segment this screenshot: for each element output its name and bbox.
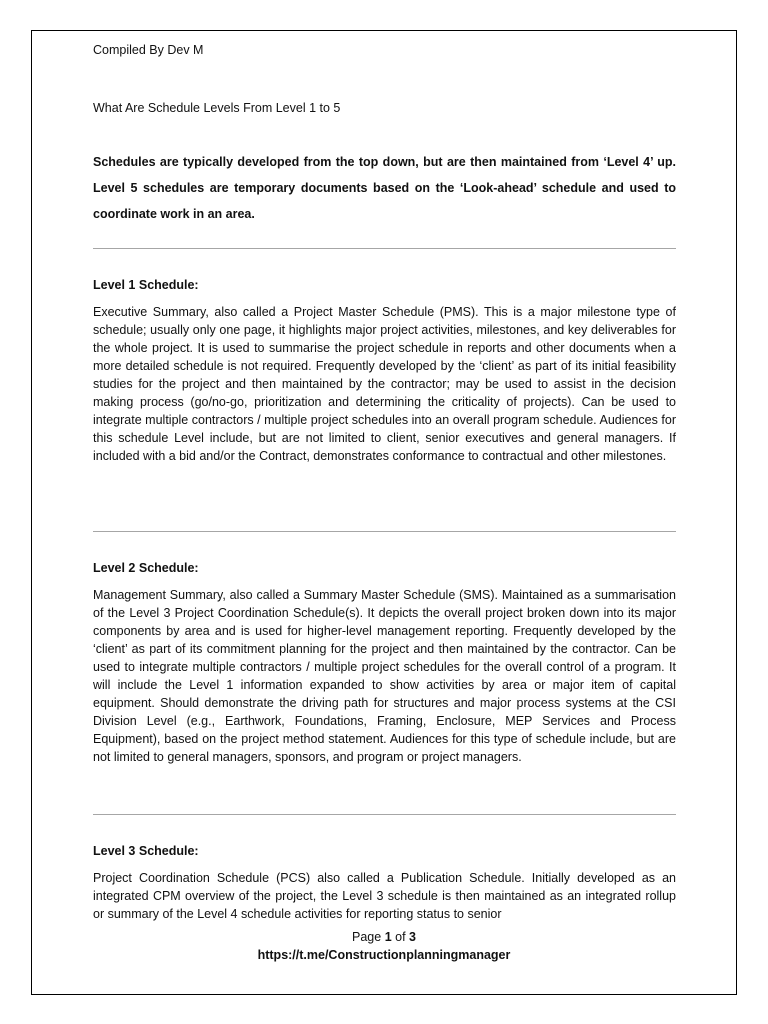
page-label: Page [352, 930, 382, 944]
level-1-heading: Level 1 Schedule: [93, 278, 199, 292]
level-2-heading: Level 2 Schedule: [93, 561, 199, 575]
section-divider [93, 814, 676, 815]
level-2-body: Management Summary, also called a Summary Master Schedule (SMS). Maintained as a summarisation of the Level 3 Project Coordination Schedule(s). It depicts the overall project broken down into its major components by area and is used for higher-level management reporting. Frequently developed by the ‘client’ as part of its commitment planning for the project and then maintained by the contractor. Can be used to integrate multiple contractors / multiple project schedules for the overall control of a program. It will include the Level 1 information expanded to show activities by area or major item of capital equipment. Should demonstrate the driving path for structures and major process systems at the CSI Division Level (e.g., Earthwork, Foundations, Framing, Enclosure, MEP Services and Process Equipment), based on the project method statement. Audiences for this type of schedule include, but are not limited to general managers, sponsors, and program or project managers. [93, 588, 676, 764]
page-number [0, 930, 768, 944]
compiled-by-header: Compiled By Dev M [93, 43, 204, 57]
section-divider [93, 531, 676, 532]
level-3-heading: Level 3 Schedule: [93, 844, 199, 858]
document-title: What Are Schedule Levels From Level 1 to 5 [93, 101, 341, 115]
intro-paragraph: Schedules are typically developed from the top down, but are then maintained from ‘Level 4’ up. Level 5 schedules are temporary documents based on the ‘Look-ahead’ schedule and used to coordinate work in an area. [93, 155, 676, 221]
page-current: 1 [384, 930, 392, 944]
level-1-body: Executive Summary, also called a Project Master Schedule (PMS). This is a major milestone type of schedule; usually only one page, it highlights major project activities, milestones, and key deliverables for the whole project. It is used to summarise the project schedule in reports and other documents when a more detailed schedule is not required. Frequently developed by the ‘client’ as part of its initial feasibility studies for the project and then maintained by the contractor; may be used to assist in the decision making process (go/no-go, prioritization and determining the criticality of projects). Can be used to integrate multiple contractors / multiple project schedules into an overall program schedule. Audiences for this schedule Level include, but are not limited to client, senior executives and general managers. If included with a bid and/or the Contract, demonstrates conformance to contractual and other milestones. [93, 305, 676, 463]
telegram-link[interactable]: https://t.me/Constructionplanningmanager [257, 948, 511, 962]
page-total: 3 [409, 930, 416, 944]
section-divider [93, 248, 676, 249]
page-of: of [395, 930, 406, 944]
level-3-body: Project Coordination Schedule (PCS) also called a Publication Schedule. Initially developed as an integrated CPM overview of the project, the Level 3 schedule is then maintained as an integrated rollup or summary of the Level 4 schedule activities for reporting status to senior [93, 871, 676, 921]
